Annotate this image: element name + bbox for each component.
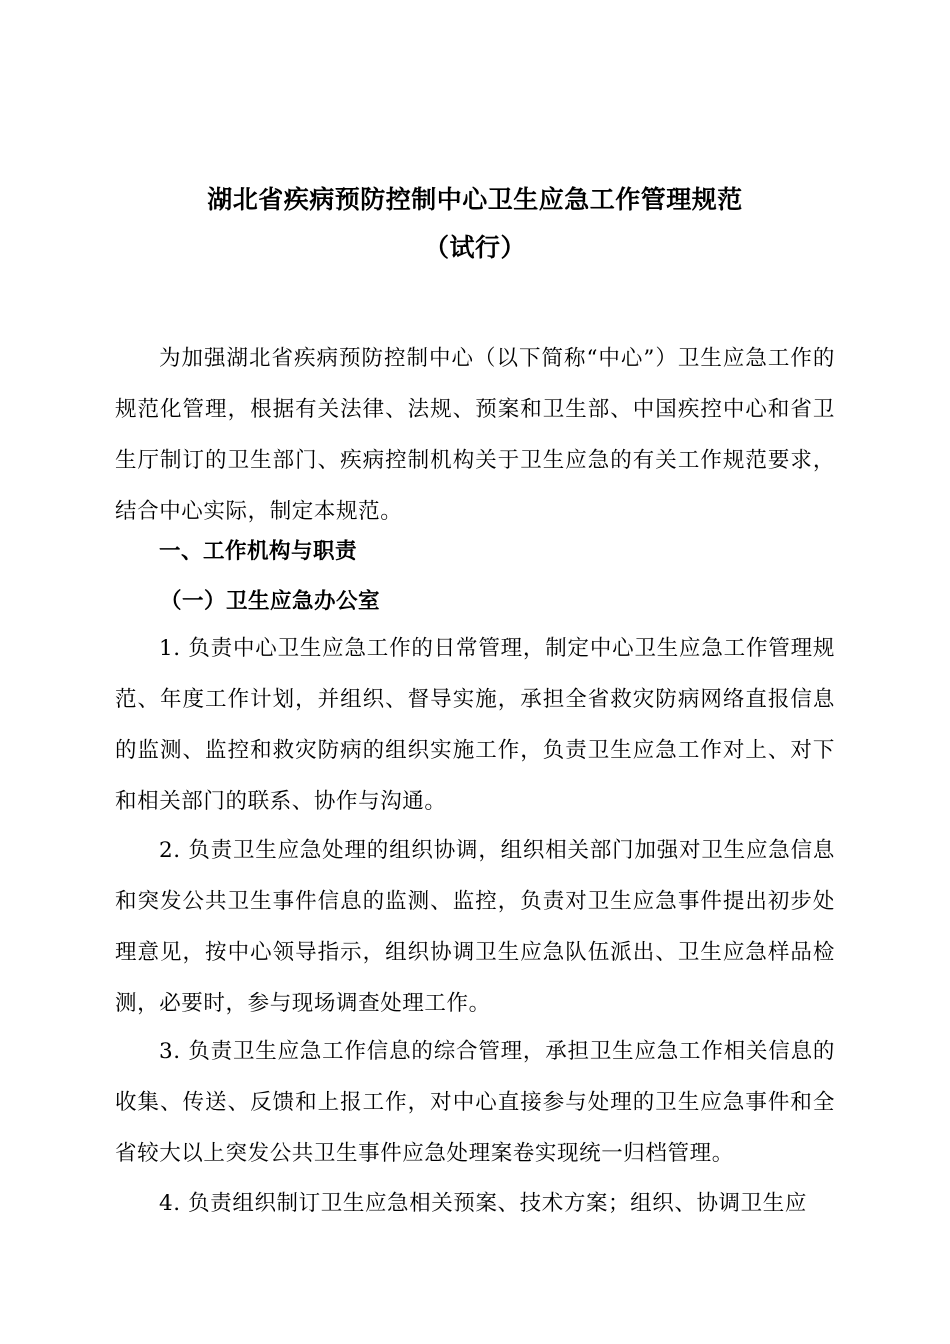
section-heading-1: 一、工作机构与职责: [159, 539, 358, 564]
item-paragraph-3: 3. 负责卫生应急工作信息的综合管理，承担卫生应急工作相关信息的收集、传送、反馈和上报工作，对中心直接参与处理的卫生应急事件和全省较大以上突发公共卫生事件应急处理案卷实现统一归档管理。: [115, 1039, 835, 1166]
item-paragraph-2: 2. 负责卫生应急处理的组织协调，组织相关部门加强对卫生应急信息和突发公共卫生事件信息的监测、监控，负责对卫生应急事件提出初步处理意见，按中心领导指示，组织协调卫生应急队伍派出、卫生应急样品检测，必要时，参与现场调查处理工作。: [115, 838, 835, 1016]
document-title: 湖北省疾病预防控制中心卫生应急工作管理规范: [207, 185, 743, 214]
item-paragraph-4: 4. 负责组织制订卫生应急相关预案、技术方案；组织、协调卫生应: [159, 1191, 807, 1216]
document-subtitle: （试行）: [423, 233, 526, 262]
subsection-heading-1: （一）卫生应急办公室: [160, 589, 381, 614]
item-paragraph-1: 1. 负责中心卫生应急工作的日常管理，制定中心卫生应急工作管理规范、年度工作计划，并组织、督导实施，承担全省救灾防病网络直报信息的监测、监控和救灾防病的组织实施工作，负责卫生应急工作对上、对下和相关部门的联系、协作与沟通。: [115, 636, 835, 814]
intro-paragraph: 为加强湖北省疾病预防控制中心（以下简称“中心”）卫生应急工作的规范化管理，根据有关法律、法规、预案和卫生部、中国疾控中心和省卫生厅制订的卫生部门、疾病控制机构关于卫生应急的有关工作规范要求，结合中心实际，制定本规范。: [115, 346, 835, 524]
